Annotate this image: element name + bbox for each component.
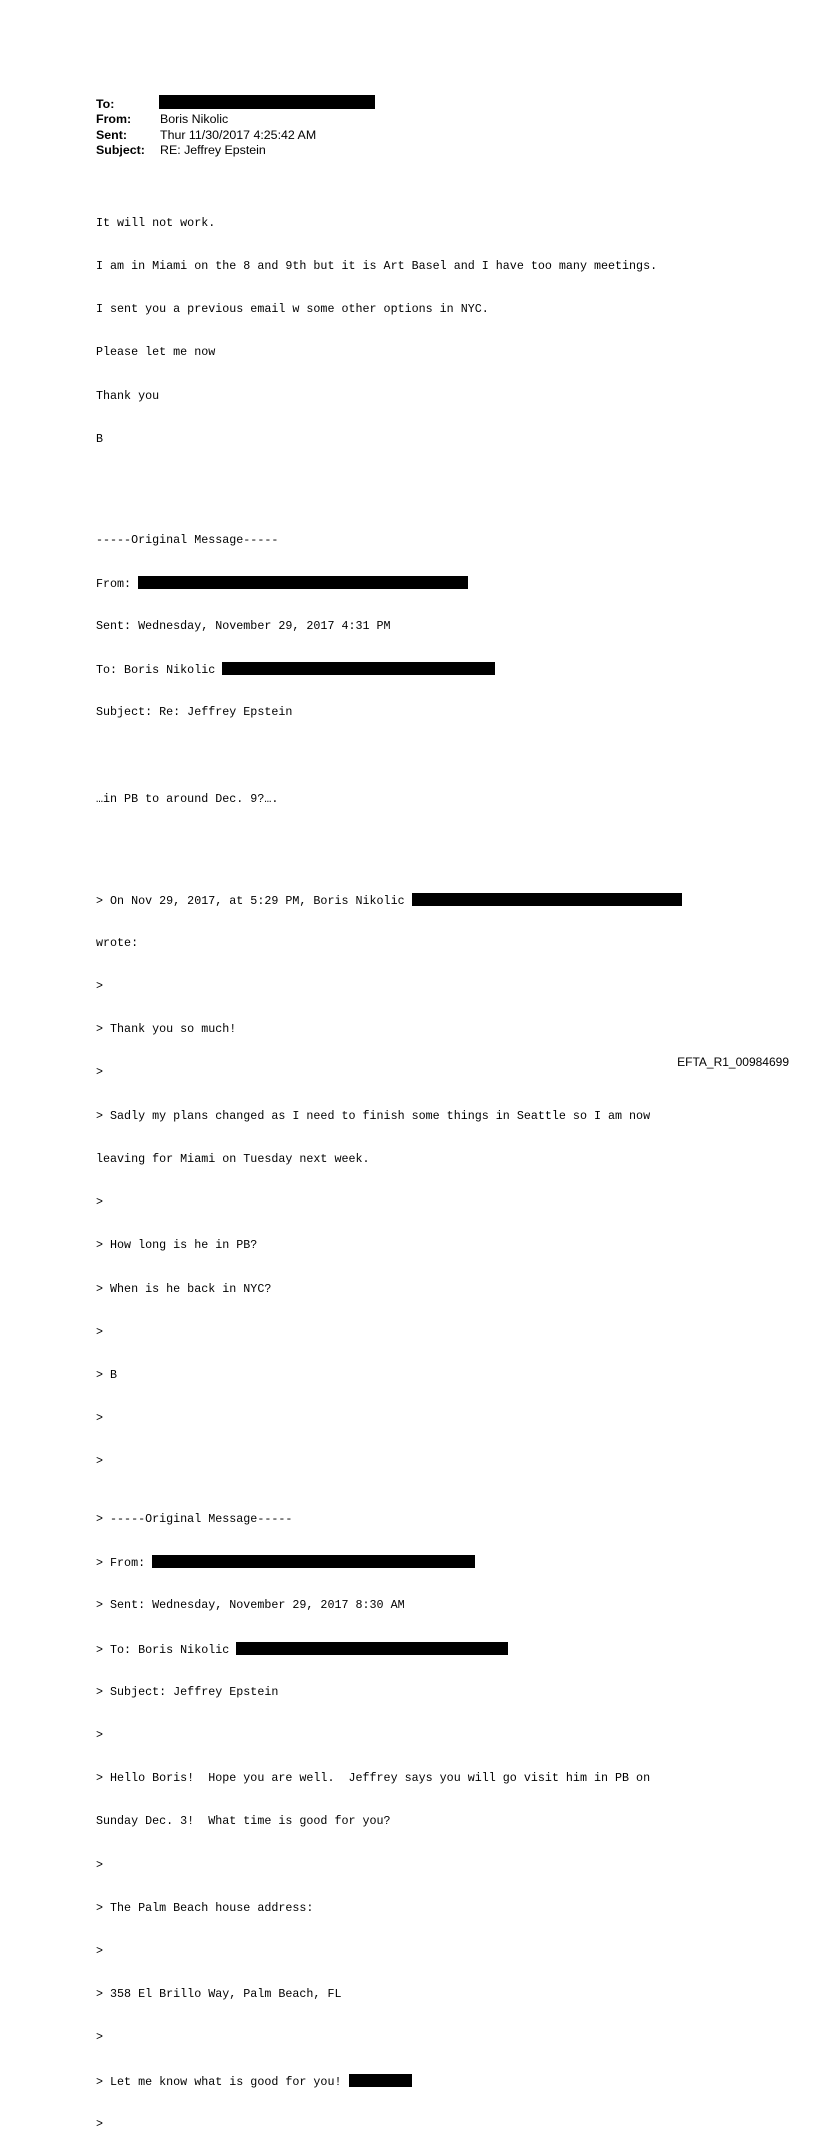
quoted-line: leaving for Miami on Tuesday next week. bbox=[96, 1151, 370, 1166]
sent-label: Sent: bbox=[96, 128, 127, 142]
body-line: I am in Miami on the 8 and 9th but it is Art Basel and I have too many meetings. bbox=[96, 259, 658, 274]
quoted-line: > B bbox=[96, 1367, 118, 1382]
redaction-bar bbox=[412, 893, 682, 906]
quoted-line: > 358 El Brillo Way, Palm Beach, FL bbox=[96, 1987, 342, 2002]
redaction-bar bbox=[159, 95, 375, 109]
orig1-from bbox=[96, 576, 682, 590]
orig1-subject: Subject: Re: Jeffrey Epstein bbox=[96, 705, 293, 720]
to-row bbox=[96, 96, 416, 112]
body-line: I sent you a previous email w some other options in NYC. bbox=[96, 302, 489, 317]
quoted-to-label: > To: Boris Nikolic bbox=[96, 1642, 237, 1657]
blank-line bbox=[96, 835, 682, 849]
quoted-line: > bbox=[96, 2030, 104, 2045]
quoted-line: Sunday Dec. 3! What time is good for you? bbox=[96, 1814, 391, 1829]
quoted-from bbox=[96, 1555, 682, 1569]
document-id: EFTA_R1_00984699 bbox=[677, 1055, 789, 1069]
quoted-line: > bbox=[96, 1454, 104, 1469]
redaction-bar bbox=[349, 2074, 412, 2087]
quoted-line: > bbox=[96, 1411, 104, 1426]
original-message-separator: -----Original Message----- bbox=[96, 532, 279, 547]
orig1-to-label: To: Boris Nikolic bbox=[96, 663, 223, 678]
quoted-line: > bbox=[96, 1943, 104, 1958]
quoted-line: > bbox=[96, 1065, 104, 1080]
quoted-line: wrote: bbox=[96, 935, 139, 950]
orig1-sent: Sent: Wednesday, November 29, 2017 4:31 PM bbox=[96, 619, 391, 634]
body-line: Thank you bbox=[96, 388, 160, 403]
quoted-subject: > Subject: Jeffrey Epstein bbox=[96, 1684, 279, 1699]
quoted-line: > bbox=[96, 1857, 104, 1872]
body-line: It will not work. bbox=[96, 215, 216, 230]
subject-label: Subject: bbox=[96, 143, 145, 157]
quoted-line: > Sadly my plans changed as I need to finish some things in Seattle so I am now bbox=[96, 1108, 651, 1123]
body-line: Please let me now bbox=[96, 345, 216, 360]
quoted-closing-text: > Let me know what is good for you! bbox=[96, 2074, 349, 2089]
blank-line bbox=[96, 749, 682, 763]
redaction-bar bbox=[236, 1642, 508, 1655]
redaction-bar bbox=[152, 1555, 475, 1568]
orig1-body: …in PB to around Dec. 9?…. bbox=[96, 791, 279, 806]
quoted-line: > Thank you so much! bbox=[96, 1022, 237, 1037]
sent-value: Thur 11/30/2017 4:25:42 AM bbox=[160, 128, 317, 142]
orig1-from-label: From: bbox=[96, 576, 139, 591]
subject-value: RE: Jeffrey Epstein bbox=[160, 143, 266, 157]
quoted-to bbox=[96, 1642, 682, 1656]
quoted-line: > bbox=[96, 1195, 104, 1210]
quoted-closing bbox=[96, 2074, 682, 2088]
blank-line bbox=[96, 475, 682, 489]
email-body bbox=[96, 187, 682, 2146]
quoted-line: > The Palm Beach house address: bbox=[96, 1900, 314, 1915]
redaction-bar bbox=[222, 662, 495, 675]
from-label: From: bbox=[96, 112, 132, 126]
from-value: Boris Nikolic bbox=[160, 112, 229, 126]
from-row bbox=[96, 111, 416, 127]
quoted-line: > bbox=[96, 1324, 104, 1339]
subject-row bbox=[96, 142, 416, 158]
email-header bbox=[96, 96, 416, 160]
quoted-line: > How long is he in PB? bbox=[96, 1238, 258, 1253]
sent-row bbox=[96, 127, 416, 143]
quoted-from-label: > From: bbox=[96, 1556, 153, 1571]
quoted-line: > bbox=[96, 979, 104, 994]
redaction-bar bbox=[138, 576, 468, 589]
to-label: To: bbox=[96, 97, 115, 111]
quoted-on-text: > On Nov 29, 2017, at 5:29 PM, Boris Nikolic bbox=[96, 893, 412, 908]
quoted-line: > bbox=[96, 1727, 104, 1742]
quoted-sent: > Sent: Wednesday, November 29, 2017 8:30 AM bbox=[96, 1598, 405, 1613]
quoted-line: > When is he back in NYC? bbox=[96, 1281, 272, 1296]
quoted-original-separator: > -----Original Message----- bbox=[96, 1511, 293, 1526]
quoted-line: > Hello Boris! Hope you are well. Jeffrey says you will go visit him in PB on bbox=[96, 1771, 651, 1786]
quoted-on-line bbox=[96, 893, 682, 907]
body-line: B bbox=[96, 431, 104, 446]
quoted-line: > bbox=[96, 2116, 104, 2131]
orig1-to bbox=[96, 662, 682, 676]
